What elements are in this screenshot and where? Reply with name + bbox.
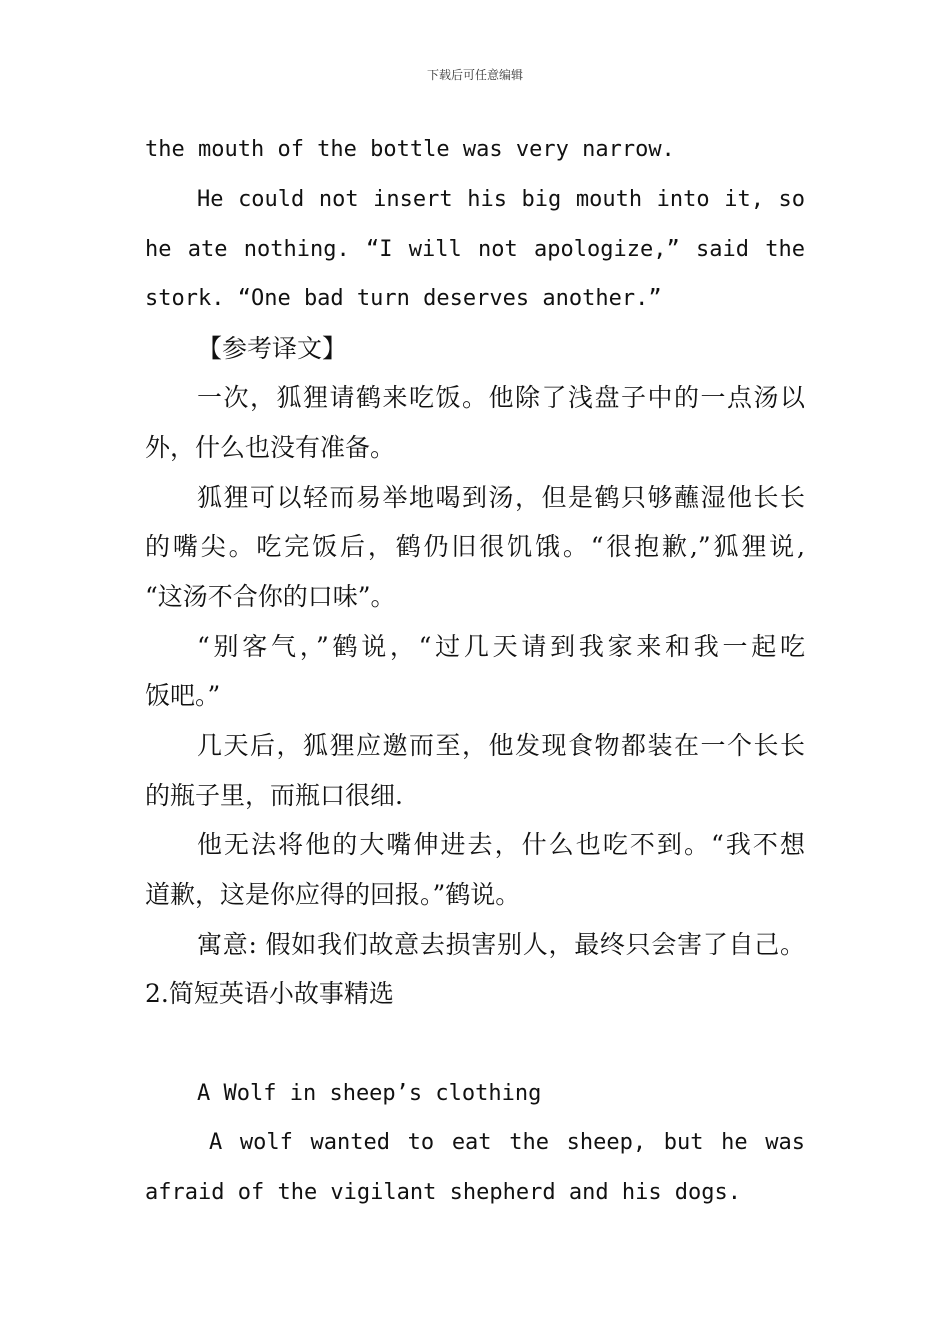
story-heading: 2.简短英语小故事精选 (145, 979, 394, 1008)
paragraph-line: 外，什么也没有准备。 (145, 433, 396, 462)
paragraph-line: “这汤不合你的口味”。 (145, 582, 396, 611)
moral-line: 寓意: 假如我们故意去损害别人，最终只会害了自己。 (197, 930, 805, 959)
paragraph-line: stork. “One bad turn deserves another.” (145, 286, 662, 311)
page-header: 下载后可任意编辑 (426, 68, 523, 82)
paragraph-line: He could not insert his big mouth into it, so (197, 187, 805, 212)
story-title: A Wolf in sheep’s clothing (197, 1081, 542, 1106)
paragraph-line: afraid of the vigilant shepherd and his dogs. (145, 1180, 742, 1205)
paragraph-line: 狐狸可以轻而易举地喝到汤，但是鹤只够蘸湿他长长 (197, 483, 805, 512)
paragraph-line: 一次，狐狸请鹤来吃饭。他除了浅盘子中的一点汤以 (197, 383, 805, 412)
paragraph-line: 的嘴尖。吃完饭后，鹤仍旧很饥饿。“很抱歉,”狐狸说, (145, 532, 805, 561)
paragraph-line: 饭吧。” (145, 681, 221, 710)
paragraph-line: the mouth of the bottle was very narrow. (145, 137, 675, 162)
paragraph-line: 道歉，这是你应得的回报。”鹤说。 (145, 880, 521, 909)
paragraph-line: 他无法将他的大嘴伸进去，什么也吃不到。“我不想 (197, 830, 805, 859)
paragraph-line: “别客气，”鹤说，“过几天请到我家来和我一起吃 (197, 632, 805, 661)
paragraph-line: 的瓶子里，而瓶口很细. (145, 781, 403, 810)
paragraph-line: he ate nothing. “I will not apologize,” said the (145, 237, 805, 262)
paragraph-line: A wolf wanted to eat the sheep, but he was (209, 1130, 805, 1155)
paragraph-line: 几天后，狐狸应邀而至，他发现食物都装在一个长长 (197, 731, 805, 760)
section-heading: 【参考译文】 (197, 334, 348, 363)
